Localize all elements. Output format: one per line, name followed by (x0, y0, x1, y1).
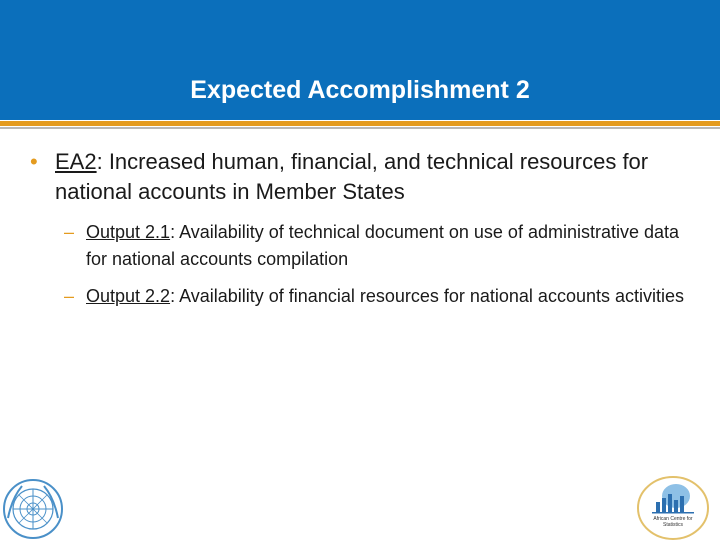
dash-icon: – (64, 222, 75, 242)
sub-bullet-output-2-2 (64, 283, 686, 310)
gray-divider (0, 127, 720, 129)
sub-bullet-label: Output 2.1 (86, 222, 171, 242)
sub-bullet-text: : Availability of financial resources for national accounts activities (170, 286, 684, 306)
sub-bullet-output-2-1 (64, 219, 686, 273)
accent-divider (0, 121, 720, 126)
bullet-dot-icon: • (30, 149, 38, 174)
bullet-ea2 (30, 147, 695, 207)
dash-icon: – (64, 286, 75, 306)
sub-bullet-text: : Availability of technical document on use of administrative data for national accounts compilation (86, 222, 680, 269)
slide-title: Expected Accomplishment 2 (190, 76, 530, 104)
sub-bullet-label: Output 2.2 (86, 286, 171, 306)
bullet-label: EA2 (55, 149, 97, 174)
bullet-text: : Increased human, financial, and technical resources for national accounts in Member States (55, 149, 649, 204)
logo-caption: African Centre for Statistics (653, 516, 693, 528)
african-centre-for-statistics-logo (636, 472, 710, 540)
un-emblem-icon (2, 478, 64, 540)
